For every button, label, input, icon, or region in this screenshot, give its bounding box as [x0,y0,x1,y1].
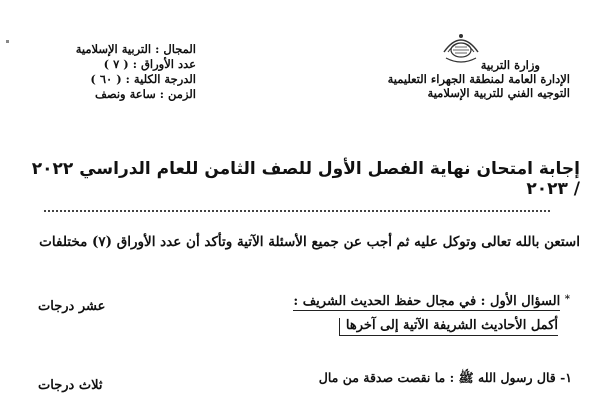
question-1-marks: عشر درجات [38,299,106,314]
question-1-title: السؤال الأول : في مجال حفظ الحديث الشريف : [293,294,561,309]
question-1-subheading-box [258,318,558,333]
item-1-marks: ثلاث درجات [38,378,103,393]
exam-total-score: الدرجة الكلية : ( ٦٠ ) [90,72,196,86]
exam-field: المجال : التربية الإسلامية [75,42,196,56]
question-1-heading [230,294,570,309]
scan-speck [6,40,9,43]
question-1-subheading: أكمل الأحاديث الشريفة الآتية إلى آخرها [339,318,558,336]
kuwait-emblem-icon [438,30,484,68]
ministry-name: وزارة التربية [480,58,540,72]
exam-info [26,42,196,102]
exam-pages: عدد الأوراق : ( ٧ ) [103,57,196,71]
directorate-name: الإدارة العامة لمنطقة الجهراء التعليمية [387,72,570,86]
exam-time: الزمن : ساعة ونصف [94,87,196,101]
exam-instructions: استعن بالله تعالى وتوكل عليه ثم أجب عن جميع الأسئلة الآتية وتأكد أن عدد الأوراق (٧) مختلفات [39,234,580,250]
bullet-star: * [564,294,570,305]
question-item-1: ١- قال رسول الله ﷺ : ما نقصت صدقة من مال [318,370,572,385]
dotted-divider [44,210,550,212]
department-name: التوجيه الفني للتربية الإسلامية [427,86,570,100]
page-title: إجابة امتحان نهاية الفصل الأول للصف الثامن للعام الدراسي ٢٠٢٢ / ٢٠٢٣ [31,159,580,199]
